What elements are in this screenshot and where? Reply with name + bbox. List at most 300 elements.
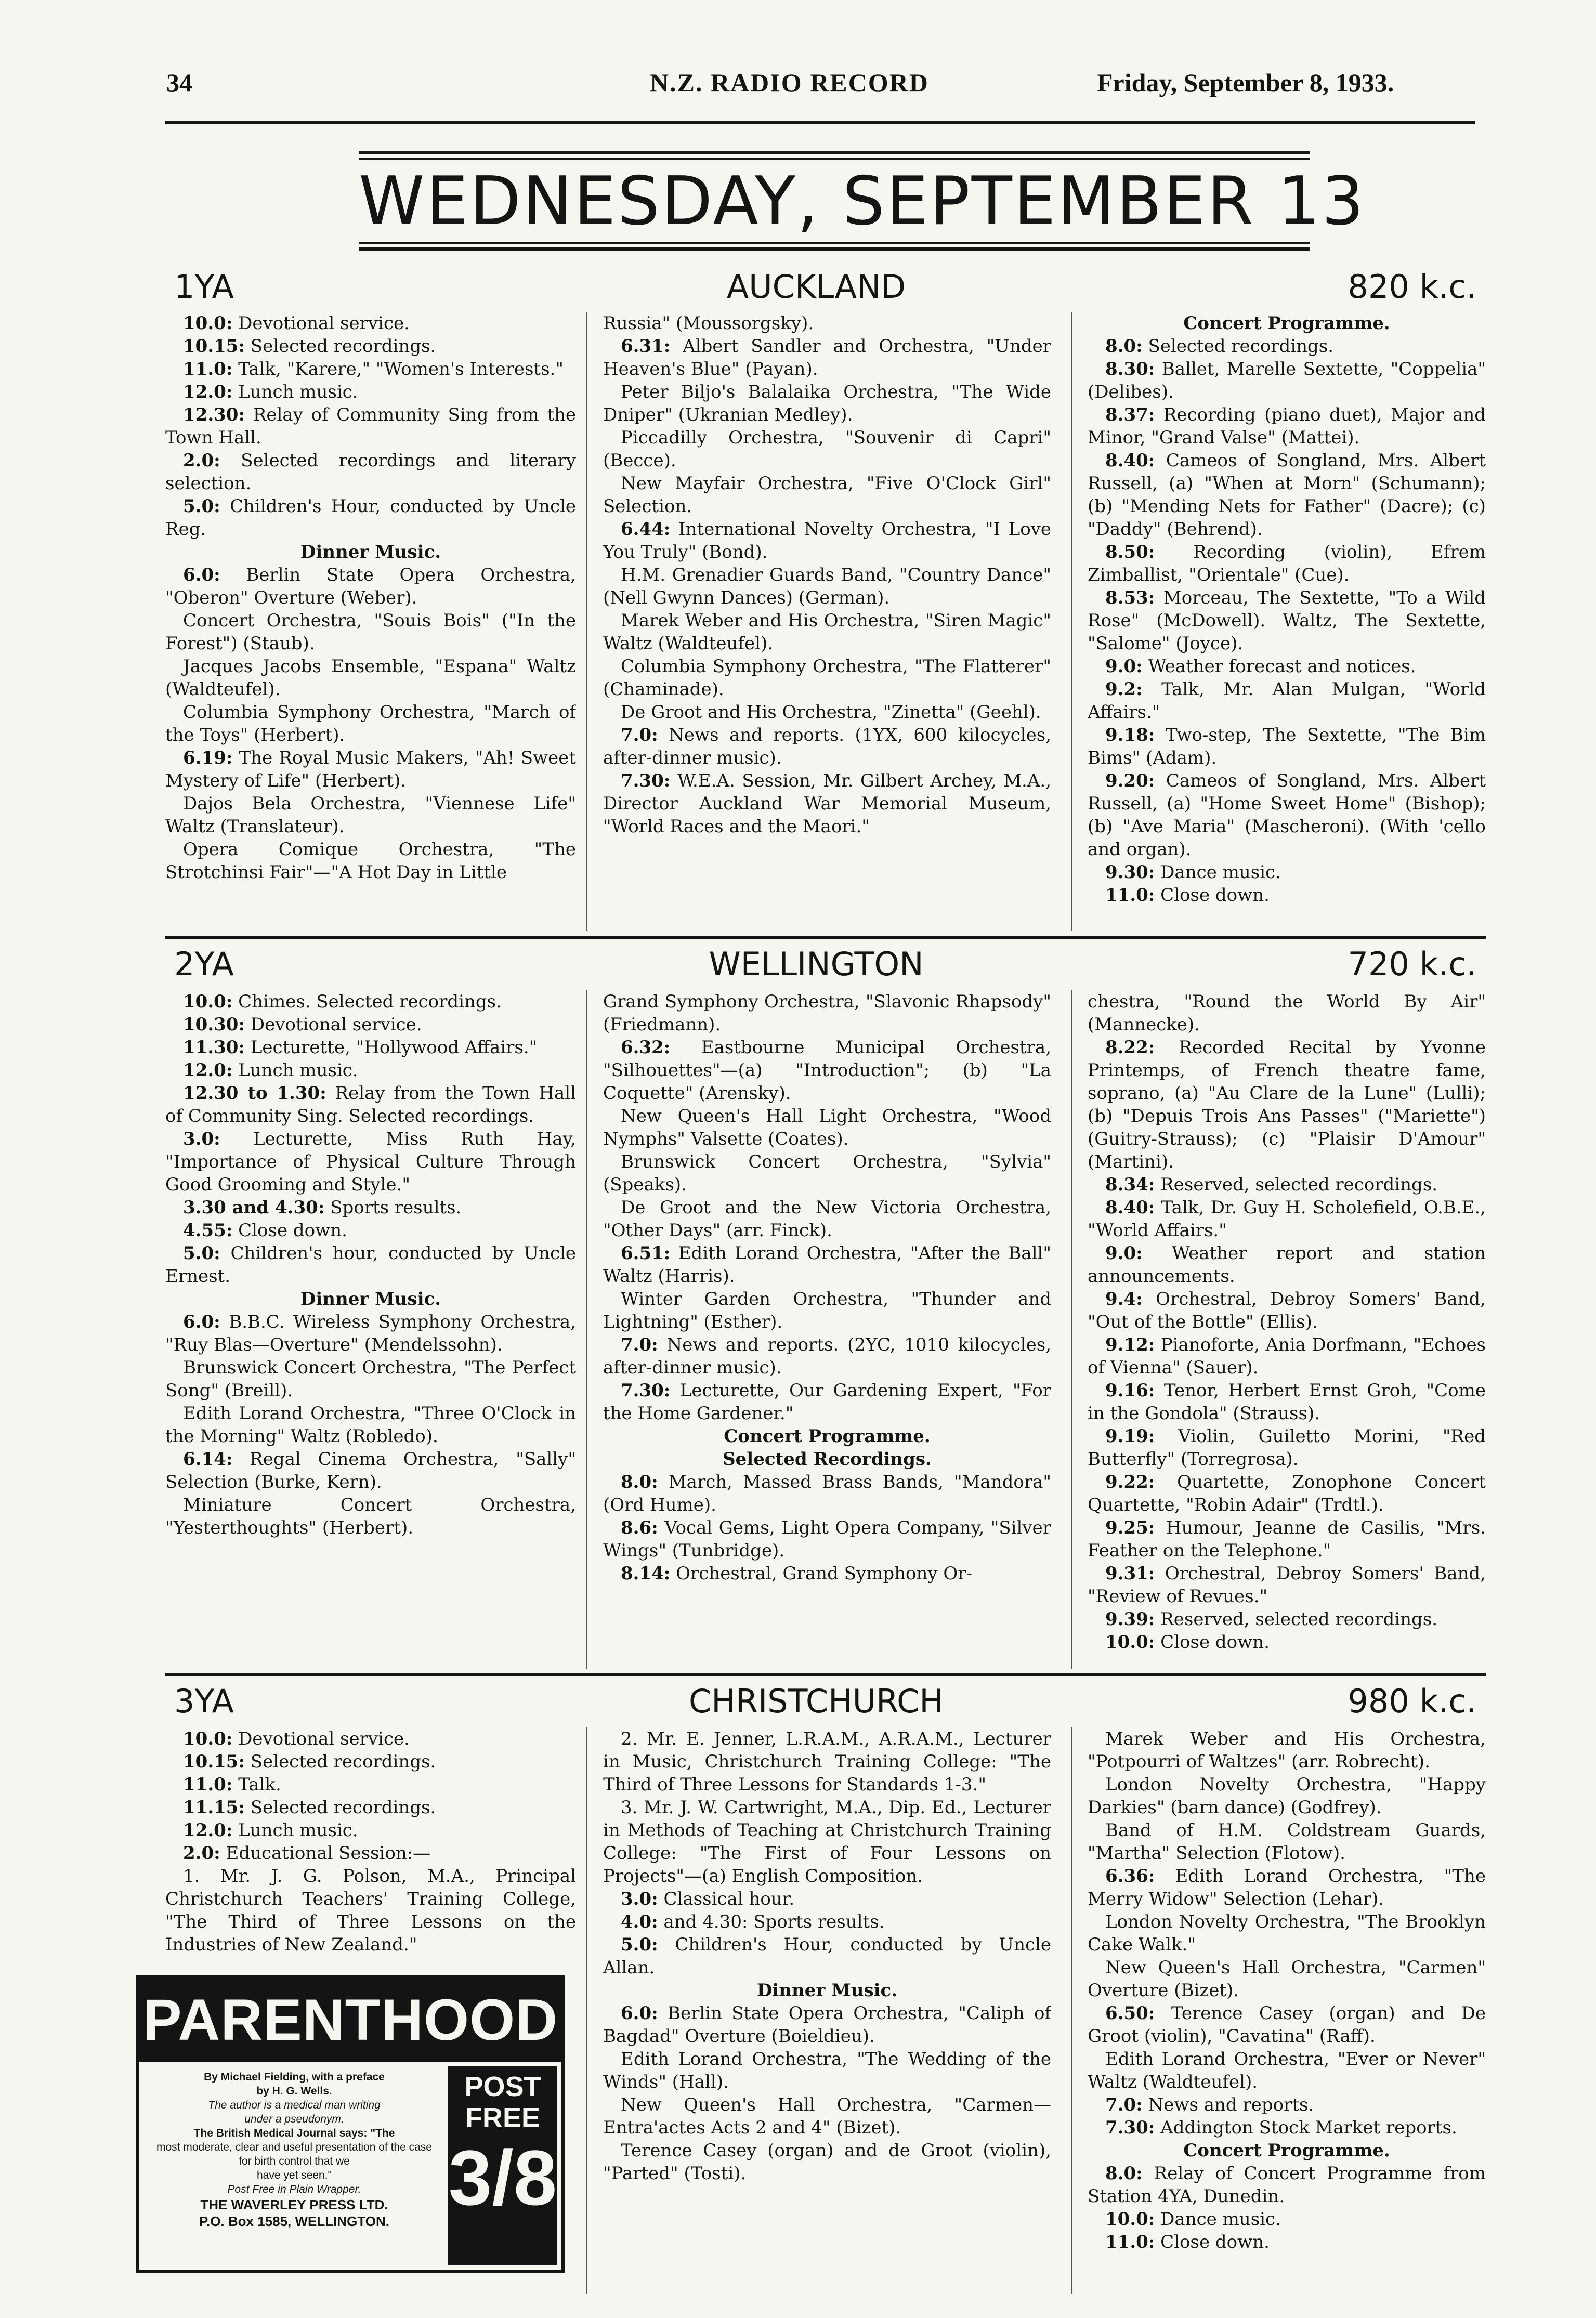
entry-text: Lunch music. xyxy=(238,1060,358,1081)
programme-entry xyxy=(603,381,1051,426)
entry-text: Peter Biljo's Balalaika Orchestra, "The Wide Dniper" (Ukranian Medley). xyxy=(603,382,1051,425)
entry-text: Children's Hour, conducted by Uncle Reg. xyxy=(165,496,576,540)
entry-time: 10.30: xyxy=(183,1014,245,1035)
entry-text: Cameos of Songland, Mrs. Albert Russell, (a) "When at Morn" (Schumann); (b) "Mending Nets for Father" (Dacre); (c) "Daddy" (Behrend). xyxy=(1088,450,1486,540)
entry-text: Edith Lorand Orchestra, "The Wedding of the Winds" (Hall). xyxy=(603,2049,1051,2092)
entry-time: 8.0: xyxy=(1105,2163,1143,2184)
entry-text: 3. Mr. J. W. Cartwright, M.A., Dip. Ed., Lecturer in Methods of Teaching at Christchurch Training College: "The First of Four Lessons on Projects"—(a) English Composition. xyxy=(603,1797,1051,1887)
programme-entry xyxy=(603,1933,1051,1979)
programme-entry xyxy=(1088,1425,1486,1471)
entry-text: Concert Orchestra, "Souis Bois" ("In the Forest") (Staub). xyxy=(165,610,576,654)
entry-time: 7.30: xyxy=(621,1380,671,1401)
programme-entry xyxy=(165,1773,576,1796)
programme-entry xyxy=(165,1311,576,1356)
programme-entry xyxy=(603,472,1051,518)
programme-entry xyxy=(1088,1471,1486,1516)
entry-text: Chimes. Selected recordings. xyxy=(238,991,502,1012)
entry-time: 6.36: xyxy=(1105,1866,1155,1887)
programme-entry xyxy=(1088,312,1486,335)
entry-text: Grand Symphony Orchestra, "Slavonic Rhapsody" (Friedmann). xyxy=(603,991,1051,1035)
station-heading xyxy=(0,266,1596,308)
station-frequency: 820 k.c. xyxy=(1348,268,1476,306)
section-subheading: Concert Programme. xyxy=(1183,2140,1390,2161)
station-heading xyxy=(0,1681,1596,1722)
programme-entry xyxy=(165,1036,576,1059)
advert-line: have yet seen." xyxy=(256,2169,332,2181)
programme-entry xyxy=(165,1242,576,1288)
programme-entry xyxy=(165,792,576,838)
advert-line: Post Free in Plain Wrapper. xyxy=(227,2183,361,2195)
entry-text: Terence Casey (organ) and de Groot (violin), "Parted" (Tosti). xyxy=(603,2140,1051,2184)
programme-entry xyxy=(603,655,1051,701)
listing-column xyxy=(1088,1727,1486,2294)
programme-entry xyxy=(603,1425,1051,1448)
programme-entry xyxy=(1088,1910,1486,1956)
column-separator xyxy=(1071,990,1072,1669)
programme-entry xyxy=(1088,2048,1486,2093)
entry-time: 11.30: xyxy=(183,1037,245,1058)
entry-text: Children's Hour, conducted by Uncle Allan. xyxy=(603,1934,1051,1978)
issue-date: Friday, September 8, 1933. xyxy=(1097,68,1394,97)
listing-column xyxy=(165,312,576,931)
entry-text: London Novelty Orchestra, "Happy Darkies" (barn dance) (Godfrey). xyxy=(1088,1774,1486,1818)
header-rule xyxy=(165,121,1475,124)
advert-text xyxy=(149,2070,440,2230)
entry-text: New Queen's Hall Orchestra, "Carmen—Entra'actes Acts 2 and 4" (Bizet). xyxy=(603,2094,1051,2138)
entry-text: chestra, "Round the World By Air" (Mannecke). xyxy=(1088,991,1486,1035)
entry-time: 7.0: xyxy=(1105,2094,1143,2115)
entry-text: Relay of Concert Programme from Station 4YA, Dunedin. xyxy=(1088,2163,1486,2207)
entry-time: 8.30: xyxy=(1105,359,1155,379)
entry-text: Pianoforte, Ania Dorfmann, "Echoes of Vienna" (Sauer). xyxy=(1088,1334,1486,1378)
programme-entry xyxy=(603,1196,1051,1242)
entry-text: Two-step, The Sextette, "The Bim Bims" (Adam). xyxy=(1088,725,1486,768)
entry-text: Dance music. xyxy=(1160,2209,1281,2230)
programme-entry xyxy=(1088,990,1486,1036)
listing-column xyxy=(603,1727,1051,2294)
entry-time: 11.15: xyxy=(183,1797,245,1818)
programme-entry xyxy=(165,381,576,403)
programme-entry xyxy=(603,1562,1051,1585)
entry-time: 2.0: xyxy=(183,1843,220,1864)
programme-entry xyxy=(165,1059,576,1082)
entry-text: Dance music. xyxy=(1160,862,1281,883)
advert-post-label: POST xyxy=(464,2071,541,2102)
entry-time: 8.14: xyxy=(621,1563,671,1584)
advert-line: The British Medical Journal says: "The xyxy=(193,2127,395,2139)
entry-text: Vocal Gems, Light Opera Company, "Silver Wings" (Tunbridge). xyxy=(603,1517,1051,1561)
programme-entry xyxy=(165,838,576,884)
programme-entry xyxy=(165,1796,576,1819)
programme-entry xyxy=(1088,1516,1486,1562)
entry-time: 12.30 to 1.30: xyxy=(183,1083,326,1104)
programme-entry xyxy=(603,518,1051,564)
entry-text: News and reports. (2YC, 1010 kilocycles, after-dinner music). xyxy=(603,1334,1051,1378)
entry-text: Lecturette, Miss Ruth Hay, "Importance of Physical Culture Through Good Grooming and Style." xyxy=(165,1129,576,1195)
programme-entry xyxy=(1088,586,1486,655)
programme-entry xyxy=(165,1196,576,1219)
entry-text: Miniature Concert Orchestra, "Yesterthoughts" (Herbert). xyxy=(165,1495,576,1538)
entry-text: Relay from the Town Hall of Community Sing. Selected recordings. xyxy=(165,1083,576,1127)
programme-entry xyxy=(1088,403,1486,449)
entry-text: News and reports. xyxy=(1148,2094,1314,2115)
entry-time: 9.25: xyxy=(1105,1517,1155,1538)
entry-text: Marek Weber and His Orchestra, "Potpourri of Waltzes" (arr. Robrecht). xyxy=(1088,1728,1486,1772)
section-subheading: Selected Recordings. xyxy=(723,1449,932,1470)
programme-entry xyxy=(603,1796,1051,1888)
programme-entry xyxy=(165,1494,576,1539)
entry-text: Edith Lorand Orchestra, "After the Ball" Waltz (Harris). xyxy=(603,1243,1051,1287)
entry-time: 6.50: xyxy=(1105,2003,1155,2024)
entry-text: Relay of Community Sing from the Town Hall. xyxy=(165,404,576,448)
entry-text: De Groot and His Orchestra, "Zinetta" (Geehl). xyxy=(621,702,1041,723)
programme-entry xyxy=(603,2093,1051,2139)
entry-text: Berlin State Opera Orchestra, "Oberon" Overture (Weber). xyxy=(165,565,576,608)
advert-line: THE WAVERLEY PRESS LTD. xyxy=(200,2197,388,2212)
entry-text: Brunswick Concert Orchestra, "The Perfect Song" (Breill). xyxy=(165,1357,576,1401)
entry-text: Close down. xyxy=(1160,885,1270,906)
entry-time: 5.0: xyxy=(621,1934,658,1955)
programme-entry xyxy=(165,1865,576,1956)
entry-time: 11.0: xyxy=(183,1774,233,1795)
programme-entry xyxy=(1088,2116,1486,2139)
programme-entry xyxy=(603,1471,1051,1516)
programme-entry xyxy=(165,1219,576,1242)
programme-entry xyxy=(1088,1865,1486,1910)
entry-time: 6.0: xyxy=(183,1312,220,1332)
column-separator xyxy=(586,990,587,1669)
programme-entry xyxy=(1088,2002,1486,2048)
programme-entry xyxy=(603,1979,1051,2002)
entry-text: Close down. xyxy=(238,1220,347,1241)
entry-text: Recorded Recital by Yvonne Printemps, of French theatre fame, soprano, (a) "Au Clare de la Lune" (Lulli); (b) "Depuis Trois Ans Passes" ("Mariette") (Guitry-Strauss); (c) "Plaisir D'Amour" (Martini). xyxy=(1088,1037,1486,1172)
programme-entry xyxy=(603,1516,1051,1562)
section-subheading: Concert Programme. xyxy=(1183,313,1390,334)
advert-free-label: FREE xyxy=(465,2102,541,2133)
entry-text: Quartette, Zonophone Concert Quartette, "Robin Adair" (Trdtl.). xyxy=(1088,1472,1486,1515)
programme-entry xyxy=(1088,884,1486,907)
entry-time: 6.14: xyxy=(183,1449,233,1470)
entry-text: Educational Session:— xyxy=(226,1843,431,1864)
station-frequency: 980 k.c. xyxy=(1348,1682,1476,1720)
entry-text: Cameos of Songland, Mrs. Albert Russell, (a) "Home Sweet Home" (Bishop); (b) "Ave Maria" (Mascheroni). (With 'cello and organ). xyxy=(1088,770,1486,860)
entry-text: 2. Mr. E. Jenner, L.R.A.M., A.R.A.M., Lecturer in Music, Christchurch Training College: "The Third of Three Lessons for Standards 1-3." xyxy=(603,1728,1051,1795)
entry-text: Berlin State Opera Orchestra, "Caliph of Bagdad" Overture (Boieldieu). xyxy=(603,2003,1051,2047)
entry-text: New Queen's Hall Light Orchestra, "Wood Nymphs" Valsette (Coates). xyxy=(603,1106,1051,1149)
entry-text: Orchestral, Grand Symphony Or- xyxy=(676,1563,973,1584)
programme-entry xyxy=(1088,541,1486,586)
listing-column xyxy=(165,1727,576,1956)
programme-entry xyxy=(165,403,576,449)
programme-entry xyxy=(165,1842,576,1865)
entry-text: Selected recordings. xyxy=(250,1797,436,1818)
entry-text: Eastbourne Municipal Orchestra, "Silhouettes"—(a) "Introduction"; (b) "La Coquette" (Arensky). xyxy=(603,1037,1051,1104)
section-subheading: Dinner Music. xyxy=(300,1289,441,1309)
entry-time: 12.30: xyxy=(183,404,245,425)
entry-time: 11.0: xyxy=(1105,2232,1155,2252)
listing-column xyxy=(1088,990,1486,1669)
entry-text: Reserved, selected recordings. xyxy=(1160,1174,1438,1195)
programme-entry xyxy=(165,1082,576,1128)
entry-text: Edith Lorand Orchestra, "Ever or Never" Waltz (Waldteufel). xyxy=(1088,2049,1486,2092)
entry-time: 6.51: xyxy=(621,1243,671,1264)
programme-entry xyxy=(165,495,576,541)
programme-entry xyxy=(603,2139,1051,2185)
programme-entry xyxy=(603,1288,1051,1333)
entry-time: 7.30: xyxy=(621,770,671,791)
station-code: 3YA xyxy=(174,1682,234,1720)
entry-time: 2.0: xyxy=(183,450,220,471)
entry-time: 10.15: xyxy=(183,336,245,357)
advert-price: 3/8 xyxy=(448,2134,557,2221)
station-code: 2YA xyxy=(174,945,234,983)
programme-entry xyxy=(1088,1036,1486,1173)
entry-text: Terence Casey (organ) and De Groot (violin), "Cavatina" (Raff). xyxy=(1088,2003,1486,2047)
programme-entry xyxy=(603,990,1051,1036)
programme-entry xyxy=(165,1750,576,1773)
parenthood-advert[interactable] xyxy=(136,1975,565,2273)
programme-entry xyxy=(1088,2139,1486,2162)
entry-time: 9.22: xyxy=(1105,1472,1155,1492)
station-frequency: 720 k.c. xyxy=(1348,945,1476,983)
entry-text: Edith Lorand Orchestra, "The Merry Widow" Selection (Lehar). xyxy=(1088,1866,1486,1909)
entry-text: Selected recordings. xyxy=(250,1751,436,1772)
programme-entry xyxy=(1088,1819,1486,1865)
programme-entry xyxy=(165,1819,576,1842)
entry-text: De Groot and the New Victoria Orchestra, "Other Days" (arr. Finck). xyxy=(603,1197,1051,1241)
programme-entry xyxy=(165,358,576,381)
programme-entry xyxy=(603,1379,1051,1425)
entry-text: Violin, Guiletto Morini, "Red Butterfly" (Torregrosa). xyxy=(1088,1426,1486,1470)
entry-time: 10.0: xyxy=(183,1728,233,1749)
entry-time: 5.0: xyxy=(183,496,220,517)
entry-time: 8.0: xyxy=(1105,336,1143,357)
programme-entry xyxy=(1088,1631,1486,1654)
programme-entry xyxy=(1088,678,1486,724)
programme-entry xyxy=(603,1910,1051,1933)
entry-time: 6.0: xyxy=(621,2003,658,2024)
entry-time: 9.0: xyxy=(1105,1243,1143,1264)
programme-entry xyxy=(165,564,576,609)
programme-entry xyxy=(1088,655,1486,678)
entry-text: Regal Cinema Orchestra, "Sally" Selection (Burke, Kern). xyxy=(165,1449,576,1492)
entry-text: Band of H.M. Coldstream Guards, "Martha" Selection (Flotow). xyxy=(1088,1820,1486,1864)
programme-entry xyxy=(165,1288,576,1311)
entry-time: 3.0: xyxy=(621,1889,658,1909)
entry-text: Sports results. xyxy=(330,1197,462,1218)
entry-text: Morceau, The Sextette, "To a Wild Rose" (McDowell). Waltz, The Sextette, "Salome" (Joyce). xyxy=(1088,587,1486,654)
entry-time: 11.0: xyxy=(183,359,233,379)
programme-entry xyxy=(1088,1773,1486,1819)
entry-time: 10.0: xyxy=(1105,1632,1155,1653)
entry-time: 3.0: xyxy=(183,1129,220,1149)
entry-text: B.B.C. Wireless Symphony Orchestra, "Ruy Blas—Overture" (Mendelssohn). xyxy=(165,1312,576,1355)
programme-entry xyxy=(165,655,576,701)
entry-time: 3.30 and 4.30: xyxy=(183,1197,325,1218)
entry-time: 8.50: xyxy=(1105,542,1155,562)
programme-entry xyxy=(1088,724,1486,769)
station-city: CHRISTCHURCH xyxy=(688,1682,944,1720)
programme-entry xyxy=(165,312,576,335)
entry-text: Talk, Mr. Alan Mulgan, "World Affairs." xyxy=(1088,679,1486,723)
title-rule-bottom-2 xyxy=(359,247,1310,251)
entry-text: Selected recordings and literary selection. xyxy=(165,450,576,494)
programme-entry xyxy=(1088,861,1486,884)
entry-text: Devotional service. xyxy=(238,313,410,334)
column-separator xyxy=(586,312,587,931)
entry-text: Devotional service. xyxy=(250,1014,422,1035)
programme-entry xyxy=(1088,1173,1486,1196)
entry-text: Weather report and station announcements. xyxy=(1088,1243,1486,1287)
listing-column xyxy=(603,312,1051,931)
entry-text: Dajos Bela Orchestra, "Viennese Life" Waltz (Translateur). xyxy=(165,793,576,837)
entry-text: Close down. xyxy=(1160,2232,1270,2252)
entry-time: 4.55: xyxy=(183,1220,233,1241)
column-separator xyxy=(1071,1727,1072,2294)
entry-text: Columbia Symphony Orchestra, "The Flatterer" (Chaminade). xyxy=(603,656,1051,700)
entry-text: International Novelty Orchestra, "I Love You Truly" (Bond). xyxy=(603,519,1051,562)
entry-text: Winter Garden Orchestra, "Thunder and Lightning" (Esther). xyxy=(603,1289,1051,1332)
programme-entry xyxy=(603,1888,1051,1910)
entry-time: 6.19: xyxy=(183,748,233,768)
entry-time: 10.15: xyxy=(183,1751,245,1772)
programme-entry xyxy=(603,1150,1051,1196)
entry-time: 5.0: xyxy=(183,1243,220,1264)
entry-text: Devotional service. xyxy=(238,1728,410,1749)
entry-text: and 4.30: Sports results. xyxy=(663,1911,885,1932)
entry-text: Selected recordings. xyxy=(1148,336,1334,357)
entry-time: 12.0: xyxy=(183,1060,233,1081)
programme-entry xyxy=(1088,1333,1486,1379)
programme-entry xyxy=(1088,1608,1486,1631)
publication-name: N.Z. RADIO RECORD xyxy=(650,68,929,97)
title-rule-top-2 xyxy=(359,158,1310,160)
listing-column xyxy=(165,990,576,1669)
entry-text: Albert Sandler and Orchestra, "Under Heaven's Blue" (Payan). xyxy=(603,336,1051,379)
entry-text: Weather forecast and notices. xyxy=(1148,656,1416,677)
entry-text: Orchestral, Debroy Somers' Band, "Review of Revues." xyxy=(1088,1563,1486,1607)
entry-time: 8.6: xyxy=(621,1517,658,1538)
entry-time: 8.40: xyxy=(1105,1197,1155,1218)
entry-time: 6.44: xyxy=(621,519,671,540)
entry-time: 10.0: xyxy=(183,991,233,1012)
column-separator xyxy=(586,1727,587,2294)
entry-text: London Novelty Orchestra, "The Brooklyn Cake Walk." xyxy=(1088,1911,1486,1955)
entry-time: 9.18: xyxy=(1105,725,1155,745)
entry-time: 8.22: xyxy=(1105,1037,1155,1058)
section-subheading: Dinner Music. xyxy=(756,1980,898,2001)
entry-text: Talk, "Karere," "Women's Interests." xyxy=(238,359,564,379)
programme-entry xyxy=(603,1333,1051,1379)
entry-text: Tenor, Herbert Ernst Groh, "Come in the Gondola" (Strauss). xyxy=(1088,1380,1486,1424)
entry-text: Edith Lorand Orchestra, "Three O'Clock in the Morning" Waltz (Robledo). xyxy=(165,1403,576,1447)
entry-text: Lunch music. xyxy=(238,1820,358,1841)
programme-entry xyxy=(603,1448,1051,1471)
programme-entry xyxy=(603,564,1051,609)
entry-time: 11.0: xyxy=(1105,885,1155,906)
programme-entry xyxy=(603,312,1051,335)
programme-entry xyxy=(165,1727,576,1750)
entry-text: Classical hour. xyxy=(663,1889,795,1909)
entry-time: 6.32: xyxy=(621,1037,671,1058)
entry-time: 9.19: xyxy=(1105,1426,1155,1447)
station-code: 1YA xyxy=(174,268,234,306)
programme-entry xyxy=(165,1448,576,1494)
entry-text: Close down. xyxy=(1160,1632,1270,1653)
entry-text: Talk. xyxy=(238,1774,281,1795)
listing-column xyxy=(1088,312,1486,931)
programme-entry xyxy=(165,449,576,495)
programme-entry xyxy=(1088,2208,1486,2231)
entry-time: 7.30: xyxy=(1105,2117,1155,2138)
entry-text: Humour, Jeanne de Casilis, "Mrs. Feather on the Telephone." xyxy=(1088,1517,1486,1561)
page-title: WEDNESDAY, SEPTEMBER 13 xyxy=(359,163,1366,240)
programme-entry xyxy=(1088,1242,1486,1288)
column-separator xyxy=(1071,312,1072,931)
title-rule-top xyxy=(359,151,1310,154)
programme-entry xyxy=(165,541,576,564)
programme-entry xyxy=(603,769,1051,838)
programme-entry xyxy=(603,1727,1051,1796)
entry-text: Lunch music. xyxy=(238,382,358,402)
entry-time: 7.0: xyxy=(621,725,658,745)
entry-time: 10.0: xyxy=(1105,2209,1155,2230)
entry-time: 8.40: xyxy=(1105,450,1155,471)
section-subheading: Dinner Music. xyxy=(300,542,441,562)
programme-entry xyxy=(165,747,576,792)
entry-time: 6.0: xyxy=(183,565,220,585)
listing-column xyxy=(603,990,1051,1669)
programme-entry xyxy=(603,335,1051,381)
programme-entry xyxy=(603,2002,1051,2048)
entry-text: Children's hour, conducted by Uncle Ernest. xyxy=(165,1243,576,1287)
entry-text: The Royal Music Makers, "Ah! Sweet Mystery of Life" (Herbert). xyxy=(165,748,576,791)
entry-text: Russia" (Moussorgsky). xyxy=(603,313,814,334)
programme-entry xyxy=(603,1242,1051,1288)
advert-line: under a pseudonym. xyxy=(244,2113,344,2125)
entry-text: W.E.A. Session, Mr. Gilbert Archey, M.A., Director Auckland War Memorial Museum, "World Races and the Maori." xyxy=(603,770,1051,837)
advert-line: By Michael Fielding, with a preface xyxy=(204,2071,385,2083)
entry-time: 9.30: xyxy=(1105,862,1155,883)
entry-time: 10.0: xyxy=(183,313,233,334)
entry-text: Jacques Jacobs Ensemble, "Espana" Waltz (Waldteufel). xyxy=(165,656,576,700)
entry-time: 9.39: xyxy=(1105,1609,1155,1630)
programme-entry xyxy=(165,701,576,747)
entry-time: 12.0: xyxy=(183,1820,233,1841)
entry-text: H.M. Grenadier Guards Band, "Country Dance" (Nell Gwynn Dances) (German). xyxy=(603,565,1051,608)
entry-time: 9.2: xyxy=(1105,679,1143,700)
entry-text: Marek Weber and His Orchestra, "Siren Magic" Waltz (Waldteufel). xyxy=(603,610,1051,654)
entry-time: 6.31: xyxy=(621,336,671,357)
programme-entry xyxy=(603,2048,1051,2093)
entry-text: Recording (violin), Efrem Zimballist, "Orientale" (Cue). xyxy=(1088,542,1486,585)
entry-text: 1. Mr. J. G. Polson, M.A., Principal Christchurch Teachers' Training College, "The Third of Three Lessons on the Industries of New Zealand." xyxy=(165,1866,576,1955)
entry-text: Opera Comique Orchestra, "The Strotchinsi Fair"—"A Hot Day in Little xyxy=(165,839,576,883)
entry-text: News and reports. (1YX, 600 kilocycles, after-dinner music). xyxy=(603,725,1051,768)
advert-price-box xyxy=(448,2066,557,2265)
entry-text: Talk, Dr. Guy H. Scholefield, O.B.E., "World Affairs." xyxy=(1088,1197,1486,1241)
page-header xyxy=(0,68,1596,109)
entry-time: 9.4: xyxy=(1105,1289,1143,1309)
programme-entry xyxy=(1088,449,1486,541)
title-rule-bottom xyxy=(359,242,1310,244)
programme-entry xyxy=(1088,1727,1486,1773)
programme-entry xyxy=(603,1105,1051,1150)
programme-entry xyxy=(603,724,1051,769)
programme-entry xyxy=(1088,1379,1486,1425)
programme-entry xyxy=(1088,1956,1486,2002)
page-number: 34 xyxy=(166,68,192,97)
